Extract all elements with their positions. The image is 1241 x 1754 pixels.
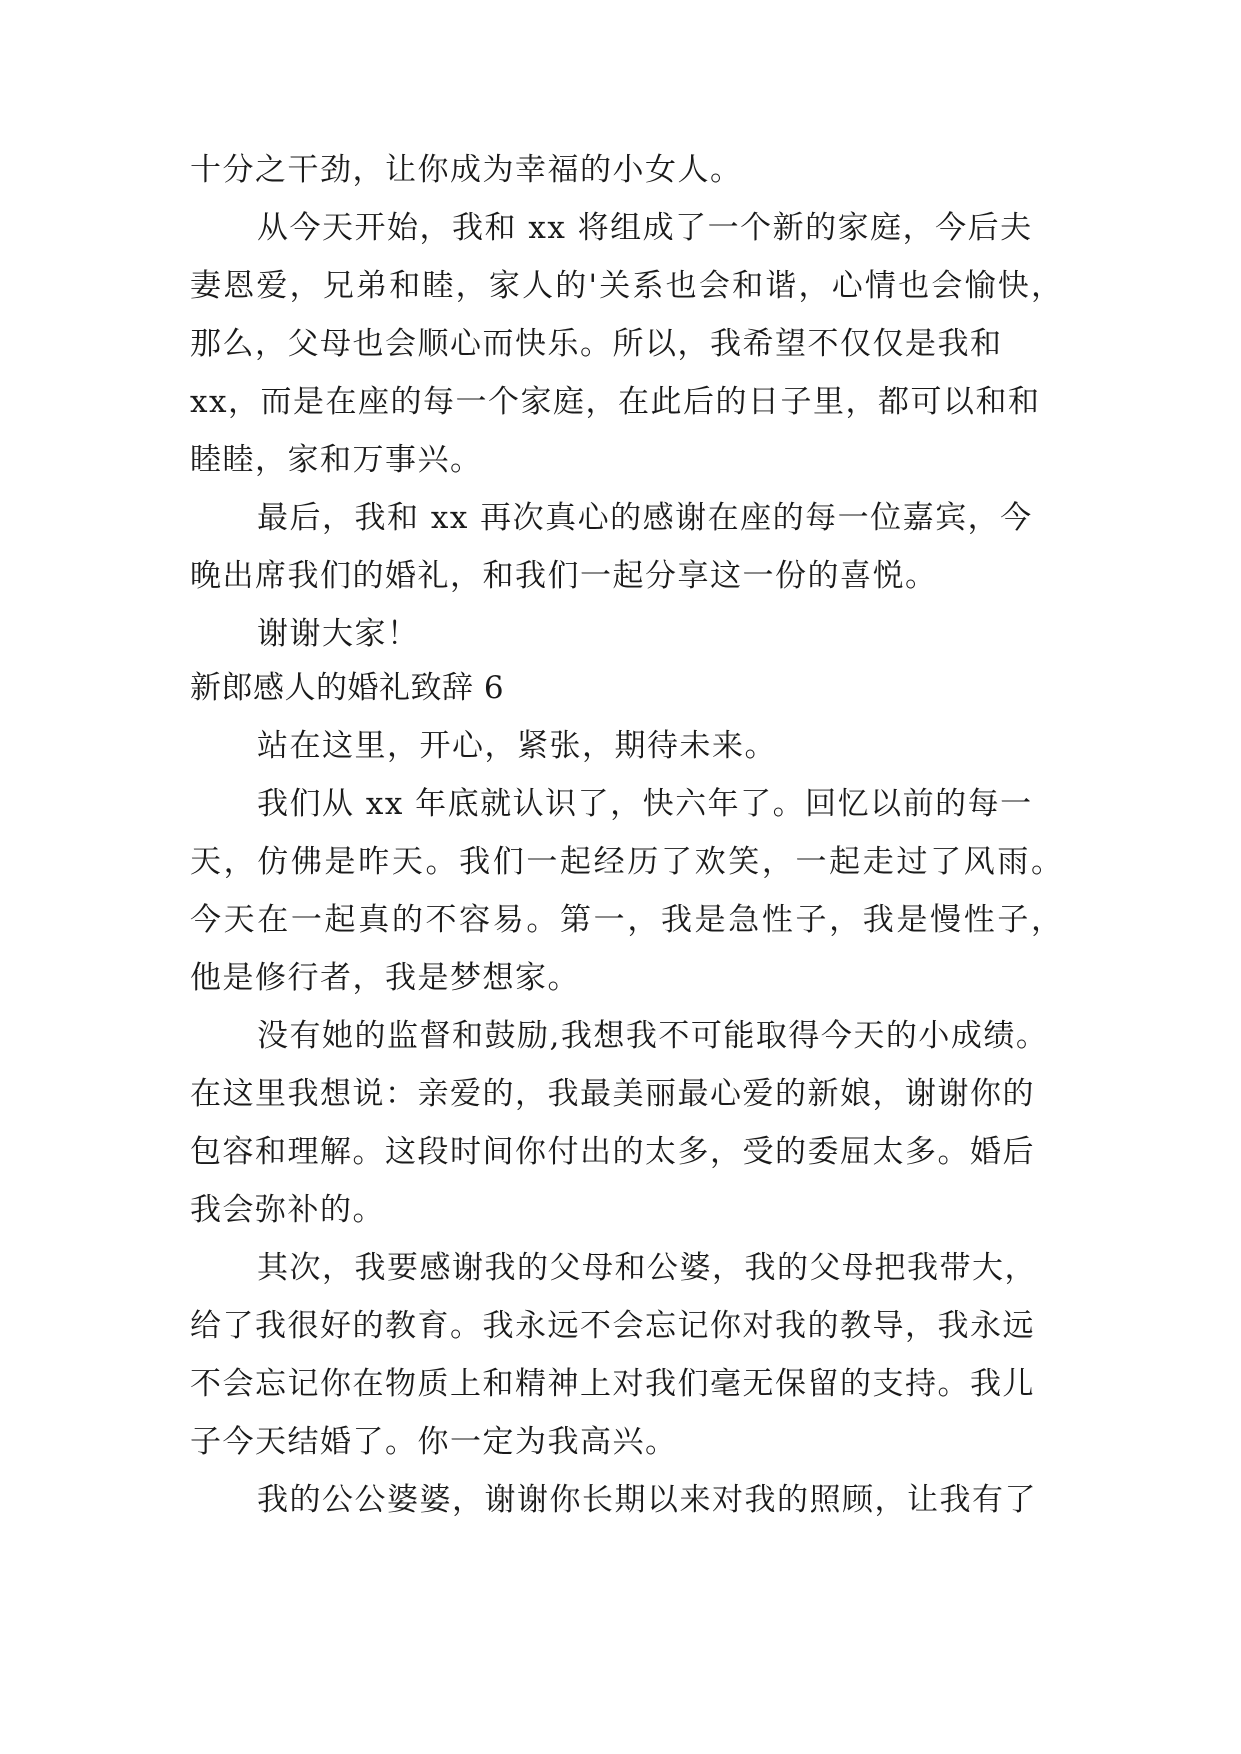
- paragraph-line: 站在这里，开心，紧张，期待未来。: [257, 728, 777, 764]
- paragraph-line: 今天在一起真的不容易。第一，我是急性子，我是慢性子，: [190, 902, 1062, 938]
- paragraph-line: 最后，我和 xx 再次真心的感谢在座的每一位嘉宾，今: [257, 500, 1033, 536]
- paragraph-line: 妻恩爱，兄弟和睦，家人的'关系也会和谐，心情也会愉快，: [190, 268, 1062, 304]
- paragraph-line: 他是修行者，我是梦想家。: [190, 960, 580, 996]
- section-heading: 新郎感人的婚礼致辞 6: [190, 670, 505, 706]
- paragraph-line: 包容和理解。这段时间你付出的太多，受的委屈太多。婚后: [190, 1134, 1035, 1170]
- paragraph-line: 我的公公婆婆，谢谢你长期以来对我的照顾，让我有了: [257, 1482, 1037, 1518]
- paragraph-line: 那么，父母也会顺心而快乐。所以，我希望不仅仅是我和: [190, 326, 1003, 362]
- paragraph-line: 没有她的监督和鼓励,我想我不可能取得今天的小成绩。: [257, 1018, 1049, 1054]
- paragraph-line: 谢谢大家！: [257, 616, 420, 652]
- paragraph-line: 在这里我想说：亲爱的，我最美丽最心爱的新娘，谢谢你的: [190, 1076, 1035, 1112]
- paragraph-line: xx，而是在座的每一个家庭，在此后的日子里，都可以和和: [190, 384, 1041, 420]
- paragraph-line: 我会弥补的。: [190, 1192, 385, 1228]
- paragraph-line: 晚出席我们的婚礼，和我们一起分享这一份的喜悦。: [190, 558, 938, 594]
- paragraph-line: 我们从 xx 年底就认识了，快六年了。回忆以前的每一: [257, 786, 1033, 822]
- paragraph-line: 从今天开始，我和 xx 将组成了一个新的家庭，今后夫: [257, 210, 1033, 246]
- paragraph-line: 其次，我要感谢我的父母和公婆，我的父母把我带大，: [257, 1250, 1037, 1286]
- paragraph-line: 睦睦，家和万事兴。: [190, 442, 483, 478]
- paragraph-line: 天，仿佛是昨天。我们一起经历了欢笑，一起走过了风雨。: [190, 844, 1062, 880]
- paragraph-line: 不会忘记你在物质上和精神上对我们毫无保留的支持。我儿: [190, 1366, 1035, 1402]
- paragraph-line: 子今天结婚了。你一定为我高兴。: [190, 1424, 678, 1460]
- paragraph-line: 给了我很好的教育。我永远不会忘记你对我的教导，我永远: [190, 1308, 1035, 1344]
- paragraph-line: 十分之干劲，让你成为幸福的小女人。: [190, 152, 743, 188]
